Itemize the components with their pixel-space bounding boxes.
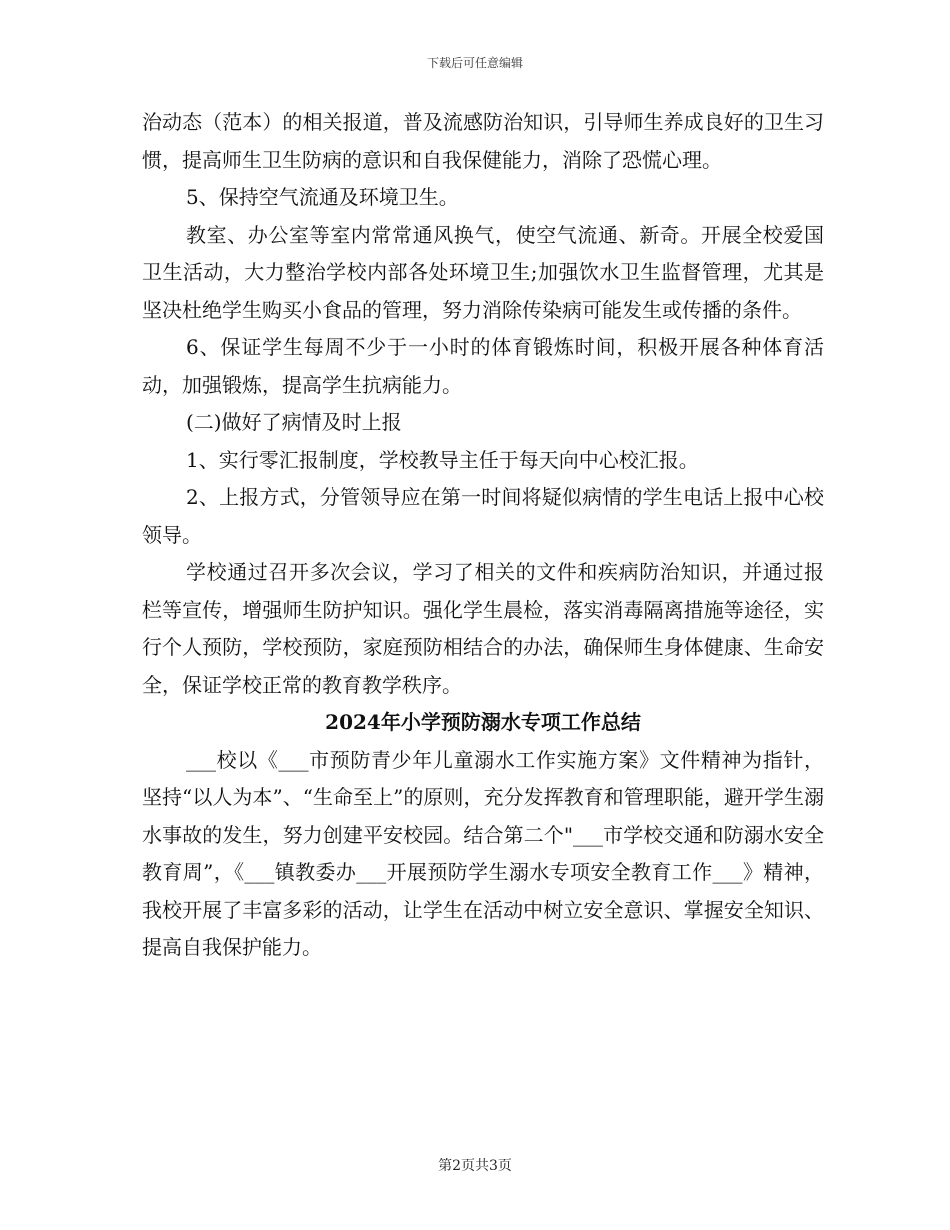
paragraph-continuation: 治动态（范本）的相关报道，普及流感防治知识，引导师生养成良好的卫生习惯，提高师生卫生防病的意识和自我保健能力，消除了恐慌心理。 (142, 110, 824, 172)
paragraph-subheading-2: (二)做好了病情及时上报 (186, 410, 402, 434)
section-title: 2024年小学预防溺水专项工作总结 (325, 710, 641, 734)
paragraph-summary: 学校通过召开多次会议，学习了相关的文件和疾病防治知识，并通过报栏等宣传，增强师生防护知识。强化学生晨检，落实消毒隔离措施等途径，实行个人预防，学校预防，家庭预防相结合的办法，确保师生身体健康、生命安全，保证学校正常的教育教学秩序。 (142, 560, 824, 697)
paragraph-item-6: 6、保证学生每周不少于一小时的体育锻炼时间，积极开展各种体育活动，加强锻炼，提高学生抗病能力。 (142, 335, 824, 397)
paragraph-ventilation: 教室、办公室等室内常常通风换气，使空气流通、新奇。开展全校爱国卫生活动，大力整治学校内部各处环境卫生;加强饮水卫生监督管理，尤其是坚决杜绝学生购买小食品的管理，努力消除传染病可能发生或传播的条件。 (142, 222, 824, 322)
paragraph-report-2: 2、上报方式，分管领导应在第一时间将疑似病情的学生电话上报中心校领导。 (142, 485, 824, 547)
document-body (142, 104, 824, 967)
header-note: 下载后可任意编辑 (426, 56, 523, 70)
paragraph-drowning-intro: ___校以《___市预防青少年儿童溺水工作实施方案》文件精神为指针，坚持“以人为本”、“生命至上”的原则，充分发挥教育和管理职能，避开学生溺水事故的发生，努力创建平安校园。结合第二个"___市学校交通和防溺水安全教育周”，《___镇教委办___开展预防学生溺水专项安全教育工作___》精神，我校开展了丰富多彩的活动，让学生在活动中树立安全意识、掌握安全知识、提高自我保护能力。 (142, 747, 824, 959)
paragraph-item-5: 5、保持空气流通及环境卫生。 (186, 185, 459, 209)
page-indicator: 第2页共3页 (438, 1158, 512, 1174)
paragraph-report-1: 1、实行零汇报制度，学校教导主任于每天向中心校汇报。 (186, 447, 699, 472)
